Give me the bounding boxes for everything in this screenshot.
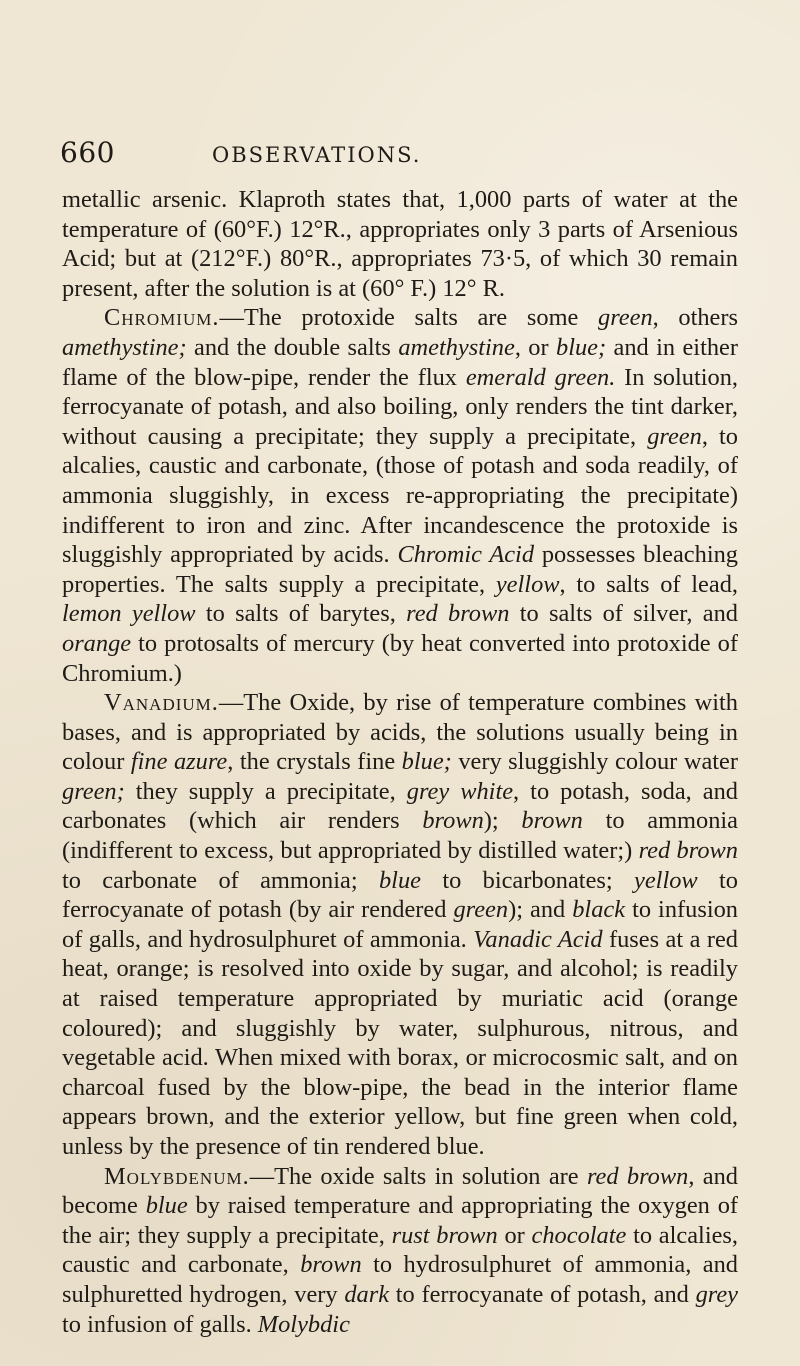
italic-term: blue;	[401, 748, 452, 776]
text-run: —The Oxide, by rise of temperature combines with bases, and is appropriated by acids, the solutions usually being in colour	[62, 689, 738, 776]
text-run: to alcalies, caustic and carbonate,	[62, 1221, 739, 1279]
italic-term: blue	[145, 1192, 188, 1220]
text-run: );	[483, 807, 522, 835]
text-run: , and become	[62, 1162, 738, 1220]
text-run: to infusion of galls.	[62, 1310, 258, 1338]
italic-term: blue;	[556, 333, 607, 361]
text-run: In solution, ferrocyanate of potash, and also boiling, only renders the tint darker, without causing a precipitate; they supply a precipitate,	[62, 363, 738, 450]
text-run: very sluggishly colour water	[451, 748, 738, 776]
italic-term: orange	[62, 629, 132, 657]
text-run: , or	[514, 333, 556, 361]
italic-term: amethystine;	[62, 333, 187, 361]
italic-term: Molybdic	[257, 1310, 350, 1338]
text-run: ); and	[508, 896, 573, 924]
italic-term: grey white	[406, 777, 514, 805]
italic-term: fine azure	[130, 748, 228, 776]
italic-term: dark	[344, 1280, 390, 1308]
text-run: by raised temperature and appropriating the oxygen of the air; they supply a precipitate,	[62, 1192, 739, 1249]
page-header	[60, 136, 738, 169]
text-run: they supply a precipitate,	[124, 777, 407, 805]
text-run: —The protoxide salts are some	[219, 304, 599, 332]
italic-term: chocolate	[531, 1221, 627, 1249]
italic-term: green	[647, 422, 702, 450]
text-run: to salts of silver, and	[509, 600, 739, 628]
text-run: to salts of barytes,	[195, 600, 407, 628]
italic-term: red brown	[406, 600, 510, 628]
text-run: to ferrocyanate of potash (by air rendered	[62, 866, 738, 924]
section-lead: Chromium.	[104, 304, 220, 332]
italic-term: Chromic Acid	[397, 541, 535, 569]
text-run: to bicarbonates;	[420, 866, 635, 894]
italic-term: amethystine	[398, 333, 515, 361]
italic-term: green;	[62, 777, 125, 805]
section-lead: Molybdenum.	[104, 1162, 250, 1190]
italic-term: yellow	[634, 866, 698, 894]
italic-term: yellow	[495, 570, 560, 598]
paragraph-vanadium	[62, 688, 738, 1162]
page-number: 660	[60, 136, 115, 169]
running-title: OBSERVATIONS.	[212, 143, 422, 167]
italic-term: lemon yellow	[62, 600, 196, 628]
italic-term: red brown	[638, 837, 738, 865]
italic-term: rust brown	[391, 1221, 498, 1249]
text-run: , to potash, soda, and carbonates (which air renders	[62, 777, 738, 835]
italic-term: green	[453, 896, 509, 924]
text-run: , to salts of lead,	[559, 570, 738, 598]
text-run: fuses at a red heat, orange; is resolved into oxide by sugar, and alcohol; is readily at raised temperature appropriated by muriatic acid (orange coloured); and sluggishly by water, sulphurous, nitrous, and vegetable acid. When mixed with borax, or microcosmic salt, and on charcoal fused by the blow-pipe, the bead in the interior flame appears brown, and the exterior yellow, but fine green when cold, unless by the presence of tin rendered blue.	[62, 925, 738, 1160]
text-run: and in either flame of the blow-pipe, render the flux	[62, 333, 738, 391]
text-run: to protosalts of mercury (by heat converted into protoxide of Chromium.)	[62, 629, 738, 687]
italic-term: brown	[521, 807, 583, 835]
text-run: —The oxide salts in solution are	[249, 1162, 587, 1190]
italic-term: green	[598, 304, 653, 332]
text-run: or	[497, 1221, 532, 1249]
italic-term: Vanadic Acid	[473, 925, 603, 953]
italic-term: brown	[300, 1251, 362, 1279]
paragraph-arsenic-continued	[62, 185, 738, 303]
text-run: to ferrocyanate of potash, and	[389, 1280, 696, 1308]
italic-term: grey	[695, 1280, 739, 1308]
italic-term: red brown	[586, 1162, 689, 1190]
section-lead: Vanadium.	[104, 689, 219, 717]
text-run: to ammonia (indifferent to excess, but appropriated by distilled water;)	[62, 807, 739, 865]
body-text	[62, 185, 738, 1339]
italic-term: emerald green.	[465, 363, 616, 391]
text-run: possesses bleaching properties. The salts supply a precipitate,	[62, 541, 738, 598]
text-run: to infusion of galls, and hydrosulphuret of ammonia.	[62, 896, 738, 953]
text-run: metallic arsenic. Klaproth states that, 1,000 parts of water at the temperature of (60°F.) 12°R., appropriates only 3 parts of Arsenious Acid; but at (212°F.) 80°R., appropriates 73·5, of which 30 remain present, after the solution is at (60° F.) 12° R.	[62, 186, 738, 302]
text-run: to carbonate of ammonia;	[62, 866, 379, 894]
italic-term: blue	[378, 866, 421, 894]
italic-term: brown	[422, 807, 484, 835]
text-run: and the double salts	[186, 333, 399, 361]
text-run: , others	[652, 304, 738, 332]
text-run: , to alcalies, caustic and carbonate, (those of potash and soda readily, of ammonia sluggishly, in excess re-appropriating the precipitate) indifferent to iron and zinc. After incandescence the protoxide is sluggishly appropriated by acids.	[62, 422, 738, 569]
text-run: , the crystals fine	[227, 748, 402, 776]
italic-term: black	[572, 896, 626, 924]
paragraph-molybdenum	[62, 1162, 738, 1340]
text-run: to hydrosulphuret of ammonia, and sulphuretted hydrogen, very	[62, 1251, 738, 1308]
paragraph-chromium	[62, 303, 738, 688]
